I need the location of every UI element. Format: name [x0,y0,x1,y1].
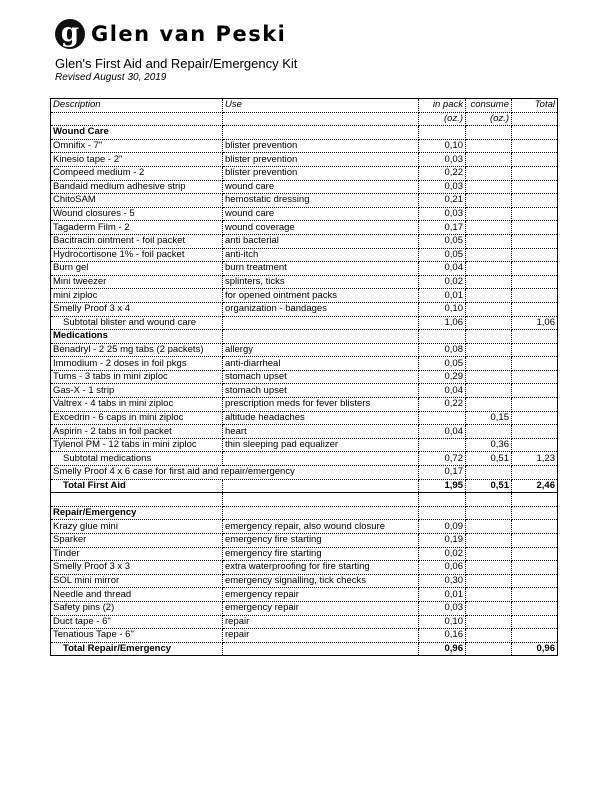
use-cell: hemostatic dressing [223,194,419,208]
consume-cell [466,221,512,235]
total-cell [512,207,558,221]
in-pack-cell: 0,05 [419,234,466,248]
total-cell [512,561,558,575]
in-pack-cell: 0,72 [419,452,466,466]
description-cell: Benadryl - 2 25 mg tabs (2 packets) [51,343,223,357]
description-cell: Omnifix - 7" [51,139,223,153]
in-pack-cell: 1,95 [419,479,466,493]
logo-mark: g [55,19,85,49]
empty-cell [512,506,558,520]
units-blank [51,112,223,126]
use-cell: wound coverage [223,221,419,235]
in-pack-cell: 0,17 [419,466,466,480]
use-cell: splinters, ticks [223,275,419,289]
unit-consume: (oz.) [466,112,512,126]
total-cell: 2,46 [512,479,558,493]
use-cell: stomach upset [223,370,419,384]
use-cell: anti-diarrheal [223,357,419,371]
logo [55,18,286,50]
use-cell: allergy [223,343,419,357]
consume-cell: 0,36 [466,438,512,452]
col-in-pack: in pack [419,99,466,113]
total-cell [512,194,558,208]
use-cell: emergency repair [223,588,419,602]
consume-cell [466,357,512,371]
description-cell: Kinesio tape - 2" [51,153,223,167]
description-cell: Immodium - 2 doses in foil pkgs [51,357,223,371]
total-cell [512,615,558,629]
description-cell: Subtotal medications [51,452,223,466]
description-cell: Smelly Proof 3 x 3 [51,561,223,575]
description-cell: Tagaderm Film - 2 [51,221,223,235]
description-cell: SOL mini mirror [51,574,223,588]
total-cell [512,166,558,180]
empty-cell [419,330,466,344]
use-cell: organization - bandages [223,302,419,316]
in-pack-cell: 0,96 [419,642,466,656]
table-row [51,601,558,615]
table-row [51,438,558,452]
in-pack-cell: 0,04 [419,425,466,439]
consume-cell [466,302,512,316]
in-pack-cell: 0,08 [419,343,466,357]
units-blank [512,112,558,126]
use-cell [223,452,419,466]
in-pack-cell: 0,02 [419,547,466,561]
consume-cell [466,520,512,534]
description-cell: Needle and thread [51,588,223,602]
consume-cell [466,534,512,548]
in-pack-cell: 0,03 [419,207,466,221]
consume-cell [466,343,512,357]
table-row [51,588,558,602]
table-row [51,343,558,357]
total-cell [512,153,558,167]
use-cell: wound care [223,207,419,221]
in-pack-cell: 0,19 [419,534,466,548]
use-cell: emergency fire starting [223,534,419,548]
use-cell: burn treatment [223,262,419,276]
unit-in-pack: (oz.) [419,112,466,126]
consume-cell [466,275,512,289]
description-cell: Bacitracin ointment - foil packet [51,234,223,248]
total-cell [512,234,558,248]
total-cell [512,547,558,561]
table-row [51,207,558,221]
section-row [51,506,558,520]
consume-cell [466,466,512,480]
use-cell: repair [223,629,419,643]
in-pack-cell: 0,04 [419,262,466,276]
total-cell [512,221,558,235]
total-cell [512,139,558,153]
description-cell: Tums - 3 tabs in mini ziploc [51,370,223,384]
total-cell [512,601,558,615]
in-pack-cell: 0,21 [419,194,466,208]
total-cell [512,629,558,643]
use-cell: wound care [223,180,419,194]
description-cell: Excedrin - 6 caps in mini ziploc [51,411,223,425]
total-cell [512,357,558,371]
empty-cell [419,493,466,507]
empty-cell [512,126,558,140]
use-cell: thin sleeping pad equalizer [223,438,419,452]
in-pack-cell: 0,10 [419,615,466,629]
in-pack-cell: 0,22 [419,398,466,412]
total-cell [512,302,558,316]
total-cell [512,248,558,262]
table-body [51,126,558,656]
description-cell: Total Repair/Emergency [51,642,223,656]
use-cell: for opened ointment packs [223,289,419,303]
description-cell: Krazy glue mini [51,520,223,534]
use-cell: emergency repair, also wound closure [223,520,419,534]
col-use: Use [223,99,419,113]
brand-header [55,18,286,50]
total-cell [512,398,558,412]
table-row [51,615,558,629]
table-row [51,547,558,561]
empty-cell [466,493,512,507]
consume-cell [466,547,512,561]
subtotal-row [51,316,558,330]
consume-cell [466,561,512,575]
use-cell: stomach upset [223,384,419,398]
empty-cell [466,506,512,520]
description-cell: Subtotal blister and wound care [51,316,223,330]
consume-cell: 0,15 [466,411,512,425]
in-pack-cell: 0,05 [419,357,466,371]
units-blank [223,112,419,126]
in-pack-cell: 0,03 [419,180,466,194]
total-cell [512,588,558,602]
use-cell: blister prevention [223,153,419,167]
consume-cell [466,629,512,643]
table-row [51,466,558,480]
in-pack-cell: 0,29 [419,370,466,384]
table-row [51,561,558,575]
in-pack-cell: 0,04 [419,384,466,398]
empty-cell [223,493,419,507]
section-title: Repair/Emergency [51,506,223,520]
document-title: Glen's First Aid and Repair/Emergency Kit [55,56,298,71]
consume-cell [466,316,512,330]
table-row [51,234,558,248]
consume-cell [466,370,512,384]
use-cell [223,479,419,493]
total-cell [512,289,558,303]
consume-cell [466,601,512,615]
consume-cell [466,262,512,276]
use-cell: altitude headaches [223,411,419,425]
in-pack-cell: 0,16 [419,629,466,643]
use-cell [223,642,419,656]
description-cell: Burn gel [51,262,223,276]
use-cell: emergency signalling, tick checks [223,574,419,588]
use-cell: heart [223,425,419,439]
use-cell: repair [223,615,419,629]
description-cell: Total First Aid [51,479,223,493]
in-pack-cell: 0,06 [419,561,466,575]
table-row [51,520,558,534]
consume-cell [466,615,512,629]
empty-cell [223,330,419,344]
in-pack-cell: 0,03 [419,601,466,615]
use-cell: anti bacterial [223,234,419,248]
consume-cell [466,248,512,262]
subtotal-row [51,452,558,466]
use-cell: blister prevention [223,166,419,180]
total-cell: 0,96 [512,642,558,656]
consume-cell [466,207,512,221]
table-row [51,166,558,180]
description-cell: Hydrocortisone 1% - foil packet [51,248,223,262]
consume-cell [466,425,512,439]
section-row [51,126,558,140]
in-pack-cell: 0,03 [419,153,466,167]
in-pack-cell [419,411,466,425]
total-cell [512,438,558,452]
description-cell: Mini tweezer [51,275,223,289]
description-cell: Wound closures - 5 [51,207,223,221]
description-cell: Bandaid medium adhesive strip [51,180,223,194]
section-row [51,330,558,344]
in-pack-cell: 0,10 [419,139,466,153]
consume-cell [466,194,512,208]
empty-cell [223,126,419,140]
table-row [51,411,558,425]
table-row [51,370,558,384]
kit-table [50,98,558,656]
empty-cell [223,506,419,520]
empty-cell [419,126,466,140]
consume-cell [466,588,512,602]
total-cell: 1,23 [512,452,558,466]
use-cell: extra waterproofing for fire starting [223,561,419,575]
consume-cell: 0,51 [466,479,512,493]
table-row [51,248,558,262]
use-cell: prescription meds for fever blisters [223,398,419,412]
table-row [51,194,558,208]
brand-name: Glen van Peski [91,22,287,46]
consume-cell [466,289,512,303]
consume-cell [466,384,512,398]
table-row [51,275,558,289]
total-cell: 1,06 [512,316,558,330]
description-cell: Duct tape - 6" [51,615,223,629]
total-cell [512,370,558,384]
empty-cell [466,126,512,140]
consume-cell [466,234,512,248]
section-title: Medications [51,330,223,344]
table-row [51,180,558,194]
header-row [51,99,558,113]
empty-cell [419,506,466,520]
table-row [51,629,558,643]
description-cell: Sparker [51,534,223,548]
empty-cell [512,493,558,507]
units-row [51,112,558,126]
table-row [51,384,558,398]
table-row [51,139,558,153]
description-cell: Smelly Proof 3 x 4 [51,302,223,316]
use-cell: anti-itch [223,248,419,262]
total-row [51,642,558,656]
empty-cell [466,330,512,344]
blank-row [51,493,558,507]
total-cell [512,180,558,194]
consume-cell [466,574,512,588]
total-cell [512,411,558,425]
description-cell: Smelly Proof 4 x 6 case for first aid and repair/emergency [51,466,419,480]
consume-cell: 0,51 [466,452,512,466]
total-cell [512,520,558,534]
empty-cell [512,330,558,344]
total-cell [512,343,558,357]
in-pack-cell [419,438,466,452]
consume-cell [466,180,512,194]
in-pack-cell: 1,06 [419,316,466,330]
total-cell [512,534,558,548]
in-pack-cell: 0,01 [419,289,466,303]
total-row [51,479,558,493]
consume-cell [466,166,512,180]
total-cell [512,425,558,439]
description-cell: Safety pins (2) [51,601,223,615]
in-pack-cell: 0,01 [419,588,466,602]
table-row [51,574,558,588]
col-description: Description [51,99,223,113]
col-consume: consume [466,99,512,113]
table-row [51,153,558,167]
in-pack-cell: 0,02 [419,275,466,289]
consume-cell [466,398,512,412]
description-cell: Aspirin - 2 tabs in foil packet [51,425,223,439]
empty-cell [51,493,223,507]
use-cell: emergency fire starting [223,547,419,561]
description-cell: Tenatious Tape - 6" [51,629,223,643]
use-cell: blister prevention [223,139,419,153]
in-pack-cell: 0,30 [419,574,466,588]
table-row [51,534,558,548]
table-row [51,262,558,276]
total-cell [512,384,558,398]
description-cell: Compeed medium - 2 [51,166,223,180]
revision-date: Revised August 30, 2019 [55,72,167,83]
in-pack-cell: 0,17 [419,221,466,235]
col-total: Total [512,99,558,113]
use-cell [223,316,419,330]
table-row [51,398,558,412]
use-cell: emergency repair [223,601,419,615]
table-row [51,221,558,235]
consume-cell [466,642,512,656]
description-cell: Gas-X - 1 strip [51,384,223,398]
section-title: Wound Care [51,126,223,140]
total-cell [512,275,558,289]
total-cell [512,466,558,480]
table-row [51,425,558,439]
consume-cell [466,153,512,167]
table-row [51,357,558,371]
total-cell [512,262,558,276]
in-pack-cell: 0,22 [419,166,466,180]
description-cell: ChitoSAM [51,194,223,208]
table-row [51,289,558,303]
description-cell: Tinder [51,547,223,561]
description-cell: mini ziploc [51,289,223,303]
table-row [51,302,558,316]
total-cell [512,574,558,588]
description-cell: Tylenol PM - 12 tabs in mini ziploc [51,438,223,452]
in-pack-cell: 0,10 [419,302,466,316]
in-pack-cell: 0,09 [419,520,466,534]
description-cell: Valtrex - 4 tabs in mini ziploc [51,398,223,412]
in-pack-cell: 0,05 [419,248,466,262]
consume-cell [466,139,512,153]
